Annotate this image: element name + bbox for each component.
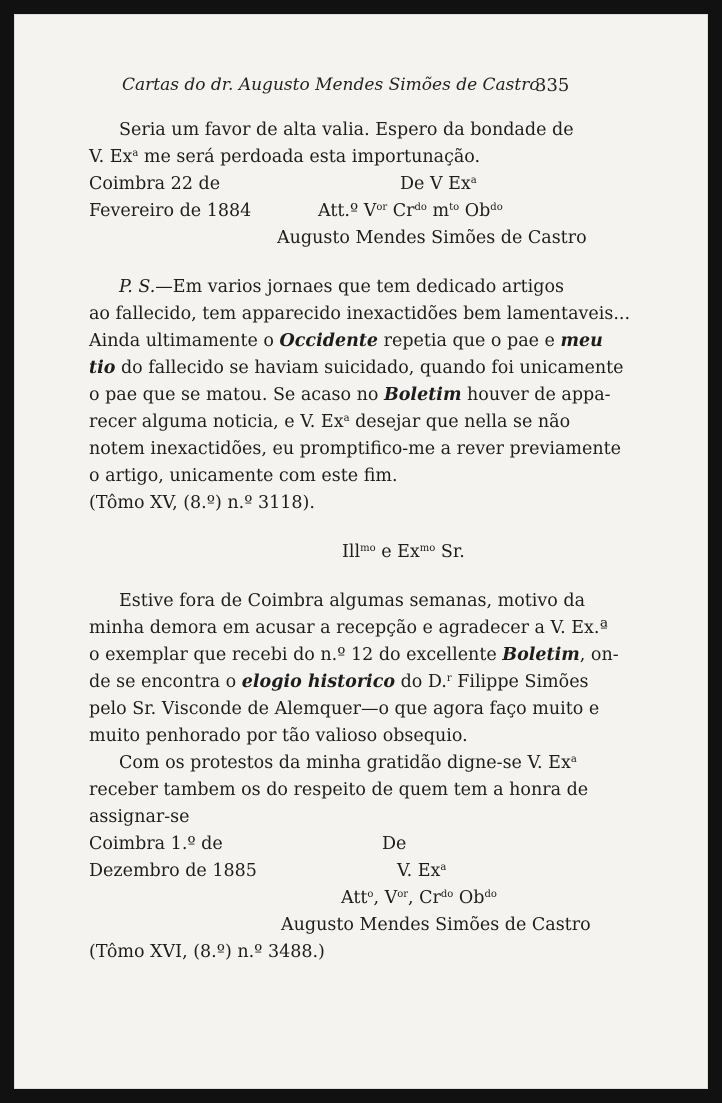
ps-source: (Tômo XV, (8.º) n.º 3118).	[89, 493, 315, 513]
ps-line-1: P. S.—Em varios jornaes que tem dedicado artigos	[119, 277, 565, 297]
letter2-line-1: Estive fora de Coimbra algumas semanas, motivo da	[119, 591, 585, 611]
letter2-line-8: receber tambem os do respeito de quem tem a honra de	[89, 780, 589, 800]
letter1-closing-2: Att.º $V^{or}$ $Cr^{do}$ $m^{to}$ $Ob^{do}$	[318, 201, 503, 221]
letter2-line-9: assignar-se	[89, 807, 190, 827]
letter2-closing-3: Att$^o$, $V^{or}$, $Cr^{do}$ $Ob^{do}$	[341, 888, 497, 908]
letter1-signature: Augusto Mendes Simões de Castro	[277, 228, 587, 248]
letter2-closing-2: V. Ex$^a$	[397, 861, 447, 881]
ps-line-6: recer alguma noticia, e V. Ex$^a$ desejar que nella se não	[89, 412, 571, 432]
letter2-line-2: minha demora em acusar a recepção e agradecer a V. Ex.ª	[89, 618, 608, 638]
letter1-place-date-2: Fevereiro de 1884	[89, 201, 252, 221]
letter2-line-4: de se encontra o elogio historico do D.$^r$ Filippe Simões	[89, 672, 589, 692]
letter2-line-7: Com os protestos da minha gratidão digne-se V. Ex$^a$	[119, 753, 577, 773]
ps-line-4: tio do fallecido se haviam suicidado, quando foi unicamente	[89, 358, 624, 378]
letter2-closing-1: De	[382, 834, 407, 854]
ps-line-8: o artigo, unicamente com este fim.	[89, 466, 398, 486]
ps-line-2: ao fallecido, tem apparecido inexactidões bem lamentaveis...	[89, 304, 631, 324]
letter1-place-date-1: Coimbra 22 de	[89, 174, 221, 194]
letter1-closing-1: De V Ex$^a$	[400, 174, 477, 194]
page-number: 335	[535, 75, 570, 96]
letter1-line-2: V. Ex$^a$ me será perdoada esta importunação.	[89, 147, 481, 167]
letter2-signature: Augusto Mendes Simões de Castro	[281, 915, 591, 935]
letter2-line-3: o exemplar que recebi do n.º 12 do excellente Boletim, on-	[89, 645, 619, 665]
book-page	[14, 14, 708, 1089]
ps-line-7: notem inexactidões, eu promptifico-me a rever previamente	[89, 439, 622, 459]
running-header: Cartas do dr. Augusto Mendes Simões de Castro	[122, 75, 540, 95]
ps-line-3: Ainda ultimamente o Occidente repetia que o pae e meu	[89, 331, 603, 351]
letter2-salutation: Ill$^{mo}$ e $Ex^{mo}$ Sr.	[342, 542, 465, 562]
letter2-line-5: pelo Sr. Visconde de Alemquer—o que agora faço muito e	[89, 699, 600, 719]
letter2-place-2: Dezembro de 1885	[89, 861, 257, 881]
letter2-line-6: muito penhorado por tão valioso obsequio.	[89, 726, 468, 746]
letter2-source: (Tômo XVI, (8.º) n.º 3488.)	[89, 942, 325, 962]
ps-line-5: o pae que se matou. Se acaso no Boletim houver de appa-	[89, 385, 611, 405]
letter2-place-1: Coimbra 1.º de	[89, 834, 223, 854]
letter1-line-1: Seria um favor de alta valia. Espero da bondade de	[119, 120, 574, 140]
